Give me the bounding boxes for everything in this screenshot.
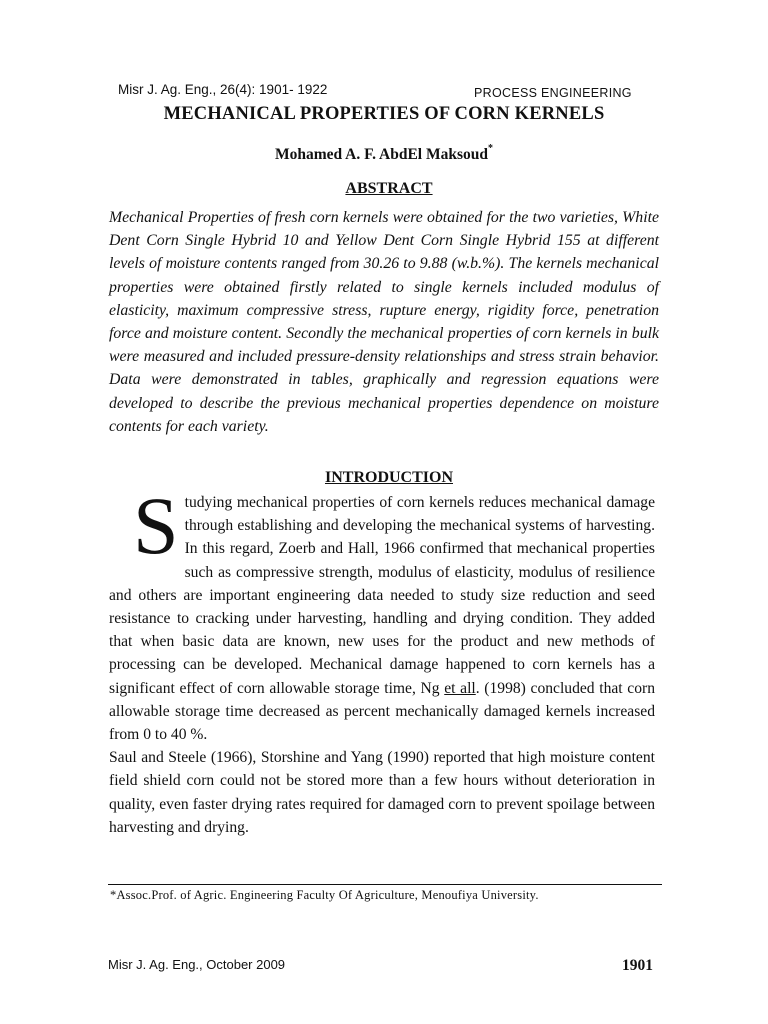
introduction-heading-text: INTRODUCTION xyxy=(324,469,453,486)
journal-citation: Misr J. Ag. Eng., 26(4): 1901- 1922 xyxy=(118,82,328,97)
abstract-heading xyxy=(0,180,768,198)
drop-cap: S xyxy=(133,480,179,571)
footer-journal: Misr J. Ag. Eng., October 2009 xyxy=(108,957,286,972)
introduction-heading xyxy=(0,469,768,487)
introduction-paragraph-2: Saul and Steele (1966), Storshine and Yang (1990) reported that high moisture content field shield corn could not be stored more than a few hours without deterioration in quality, even faster drying rates required for damaged corn to prevent spoilage between harvesting and drying. xyxy=(109,749,655,836)
abstract-text: Mechanical Properties of fresh corn kernels were obtained for the two varieties, White Dent Corn Single Hybrid 10 and Yellow Dent Corn Single Hybrid 155 at different levels of moisture contents ranged from 30.26 to 9.88 (w.b.%). The kernels mechanical properties were obtained firstly related to single kernels included modulus of elasticity, maximum compressive stress, rupture energy, rigidity force, penetration force and moisture content. Secondly the mechanical properties of corn kernels in bulk were measured and included pressure-density relationships and stress strain behavior. Data were demonstrated in tables, graphically and regression equations were developed to describe the previous mechanical properties dependence on moisture contents for each variety. xyxy=(109,209,659,435)
section-label: PROCESS ENGINEERING xyxy=(474,86,632,100)
author-footnote-mark: * xyxy=(488,143,494,154)
footnote-divider xyxy=(108,884,662,885)
introduction-body xyxy=(109,480,655,839)
introduction-paragraph-1 xyxy=(109,480,655,746)
paper-title: MECHANICAL PROPERTIES OF CORN KERNELS xyxy=(163,104,605,124)
author-footnote: *Assoc.Prof. of Agric. Engineering Faculty Of Agriculture, Menoufiya University. xyxy=(110,888,539,902)
author-line xyxy=(0,145,768,164)
paragraph-1-text-a: tudying mechanical properties of corn kernels reduces mechanical damage through establishing and developing the mechanical systems of harvesting. In this regard, Zoerb and Hall, 1966 confirmed that mechanical properties such as compressive strength, modulus of elasticity, modulus of resilience and others are important engineering data needed to study size reduction and seed resistance to cracking under harvesting, handling and drying condition. They added that when basic data are known, new uses for the product and new methods of processing can be developed. Mechanical damage happened to corn kernels has a significant effect of corn allowable storage time, Ng xyxy=(109,494,655,697)
paragraph-1-text-b: . (1998) concluded that corn allowable storage time decreased as percent mechanically damaged kernels increased from 0 to 40 %. xyxy=(109,679,655,744)
page-number: 1901 xyxy=(622,957,653,974)
et-all-citation: et all xyxy=(444,679,476,697)
author-name: Mohamed A. F. AbdEl Maksoud xyxy=(274,146,489,164)
abstract-heading-text: ABSTRACT xyxy=(345,180,433,197)
